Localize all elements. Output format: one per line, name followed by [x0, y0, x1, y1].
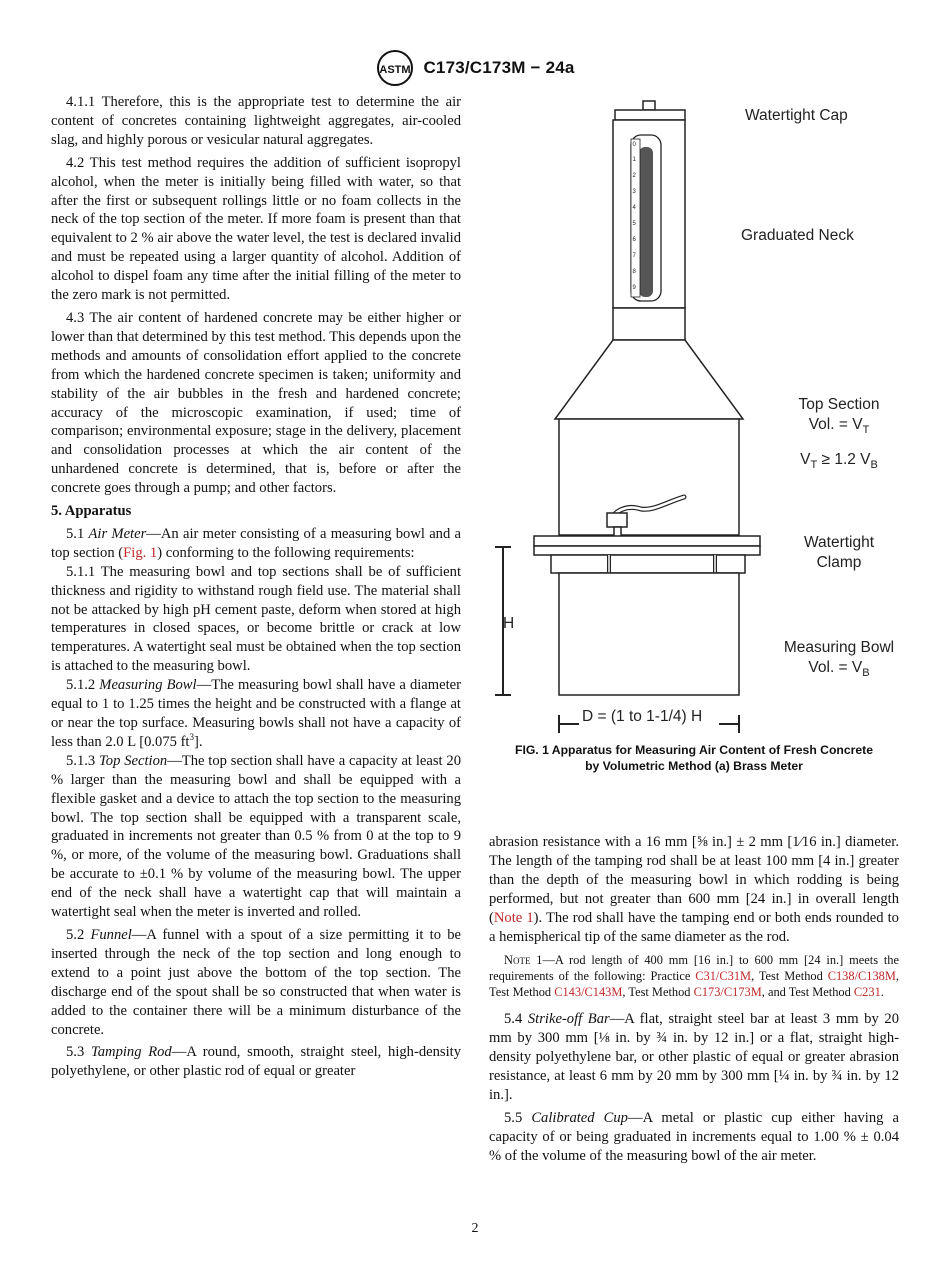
diameter-label: D = (1 to 1-1/4) H: [582, 708, 703, 725]
paragraph-5-1-1: 5.1.1 The measuring bowl and top sections shall be of sufficient thickness and rigidity to withstand rough field use. The material shall not be attacked by high pH cement paste, deform when stored at high temperatures in closed spaces, or become brittle or crack at low temperatures. A watertight seal must be obtained when the top section is attached to the measuring bowl.: [51, 563, 461, 675]
astm-logo: [375, 48, 415, 88]
para-text: ). The rod shall have the tamping end or both ends rounded to a hemispherical tip of the same diameter as the rod.: [489, 909, 899, 945]
label-top-volume: Vol. = $V_T$: [808, 416, 870, 436]
label-bowl-volume: Vol. = $V_B$: [808, 659, 870, 679]
astm-logo-text: ASTM: [379, 64, 412, 76]
para-num: 5.3: [66, 1044, 91, 1061]
note-label: Note: [504, 953, 531, 968]
paragraph-5-1: [51, 525, 461, 563]
neck-tube: [639, 147, 653, 297]
paragraph-5-2: [51, 926, 461, 1039]
label-graduated-neck: Graduated Neck: [741, 227, 854, 244]
para-text: —A round, smooth, straight steel, high-density polyethylene, or other plastic rod of equal or greater: [51, 1044, 461, 1080]
scale-mark: 8: [632, 269, 636, 275]
paragraph-5-3-continued: [489, 833, 899, 946]
height-label: H: [503, 615, 515, 632]
paragraph-4-1-1: 4.1.1 Therefore, this is the appropriate test to determine the air content of concretes containing lightweight aggregates, air-cooled slag, and highly porous or vesicular natural aggregates.: [51, 94, 461, 148]
paragraph-5-3: [51, 1043, 461, 1081]
figure-1-air-meter: [489, 93, 909, 733]
para-num: 5.5: [504, 1109, 532, 1126]
label-watertight: Watertight: [803, 534, 875, 551]
term-tamping-rod: Tamping Rod: [90, 1044, 172, 1061]
figure-caption: [489, 742, 899, 774]
link-c231[interactable]: C231: [853, 985, 881, 1000]
para-num: 5.4: [504, 1011, 528, 1028]
para-text: —A funnel with a spout of a size permitting it to be inserted through the neck of the top section and long enough to extend to a point just above the bottom of the top section. The discharge end of the spout shall be so constructed that when water is added to the container there will be a minimum disturbance of the concrete.: [51, 926, 462, 1038]
label-clamp: Clamp: [816, 554, 862, 571]
top-section-cone: [555, 340, 743, 419]
watertight-clamp-upper: [534, 536, 760, 546]
note-text: .: [880, 985, 884, 1000]
term-calibrated-cup: Calibrated Cup: [531, 1109, 628, 1126]
scale-mark: 7: [632, 253, 636, 259]
top-section-body: [559, 419, 739, 535]
scale-mark: 2: [632, 173, 636, 179]
label-top-ratio: $V_T \ge 1.2$ $V_B$: [800, 451, 878, 471]
link-c31[interactable]: C31/C31M: [695, 969, 752, 984]
para-num: 5.1.3: [66, 752, 100, 769]
note-1: [489, 952, 899, 1000]
left-column: [51, 93, 461, 1085]
para-num: 5.2: [66, 926, 91, 943]
paragraph-5-1-2: [51, 676, 461, 752]
term-air-meter: Air Meter: [88, 525, 147, 542]
watertight-clamp-lower: [534, 546, 760, 555]
document-designation: C173/C173M − 24a: [423, 58, 575, 77]
note-text: , and Test Method: [761, 985, 854, 1000]
link-c143[interactable]: C143/C143M: [554, 985, 623, 1000]
term-funnel: Funnel: [90, 926, 132, 943]
note-1-link[interactable]: Note 1: [493, 909, 534, 926]
paragraph-4-3: 4.3 The air content of hardened concrete may be either higher or lower than that determined by this test method. This depends upon the methods and amounts of consolidation effort applied to the concrete from which the hardened concrete specimen is taken; uniformity and stability of the air bubbles in the fresh and hardened concrete; accuracy of the microscopic examination, if used; time of comparison; environmental exposure; stage in the delivery, placement and consolidation processes at which the air content of the unhardened concrete is determined, that is, before or after the concrete goes through a pump; and other factors.: [51, 309, 461, 497]
term-top-section: Top Section: [99, 752, 168, 769]
label-measuring-bowl: Measuring Bowl: [783, 639, 895, 656]
petcock-valve: [607, 513, 627, 527]
scale-mark: 0: [632, 142, 636, 148]
para-text: ].: [193, 733, 203, 750]
right-column: [489, 833, 899, 1170]
para-text: —An air meter consisting of a measuring bowl and a top section (: [51, 525, 462, 561]
note-text: 1—A rod length of 400 mm [16 in.] to 600 mm [24 in.] meets the requirements of the following: Practice: [489, 953, 899, 984]
term-measuring-bowl: Measuring Bowl: [99, 677, 197, 694]
page-header: [0, 48, 950, 88]
scale-mark: 1: [632, 157, 636, 163]
measuring-bowl-shape: [559, 573, 739, 695]
link-c138[interactable]: C138/C138M: [827, 969, 896, 984]
para-num: 5.1: [66, 525, 89, 542]
link-c173[interactable]: C173/C173M: [693, 985, 762, 1000]
para-text: ) conforming to the following requirements:: [157, 544, 415, 561]
para-num: 5.1.2: [66, 677, 100, 694]
neck-collar: [613, 308, 685, 340]
page-number: 2: [471, 1221, 479, 1236]
para-text: —A flat, straight steel bar at least 3 mm by 20 mm by 300 mm [⅛ in. by ¾ in. by 12 in.] or a flat, straight high-density polyethylene bar, or other plastic of equal or greater abrasion resistance, at least 6 mm by 20 mm by 300 mm [¼ in. by ¾ in. by 12 in.].: [489, 1011, 899, 1104]
para-text: —The top section shall have a capacity at least 20 % larger than the measuring bowl and shall be equipped with a flexible gasket and a device to attach the top section to the measuring bowl. The top section shall be equipped with a transparent scale, graduated in increments not greater than 0.5 % from 0 at the top to 9 %, or more, of the volume of the measuring bowl. Graduations shall be accurate to ±0.1 % by volume of the measuring bowl. The upper end of the neck shall have a watertight cap that will maintain a watertight seal when the meter is inverted and rolled.: [51, 752, 461, 921]
para-text: —The measuring bowl shall have a diameter equal to 1 to 1.25 times the height and be constructed with a flange at or near the top surface. Measuring bowls shall not have a capacity of less than 2.0 L [0.075 ft: [51, 677, 462, 750]
note-text: , Test Method: [489, 969, 899, 1000]
note-text: , Test Method: [751, 969, 828, 984]
watertight-cap-shape: [615, 110, 685, 120]
para-text: —A metal or plastic cup either having a capacity of or being graduated in increments equal to 1.00 % ± 0.04 % of the volume of the measuring bowl of the air meter.: [489, 1109, 900, 1164]
section-heading-apparatus: 5. Apparatus: [51, 503, 132, 520]
scale-mark: 5: [632, 221, 636, 227]
paragraph-5-1-3: [51, 752, 461, 922]
label-watertight-cap: Watertight Cap: [745, 107, 848, 124]
scale-mark: 3: [632, 189, 636, 195]
term-strike-off-bar: Strike-off Bar: [527, 1011, 610, 1028]
label-top-section: Top Section: [798, 396, 880, 413]
caption-line-2: by Volumetric Method (a) Brass Meter: [585, 759, 803, 773]
scale-mark: 6: [632, 237, 636, 243]
scale-mark: 9: [632, 285, 636, 291]
fig-1-link[interactable]: Fig. 1: [123, 544, 158, 561]
cap-knob: [643, 101, 655, 110]
para-text: abrasion resistance with a 16 mm [⅝ in.] ± 2 mm [1⁄16 in.] diameter. The length of the tamping rod shall be at least 100 mm [4 in.] greater than the depth of the measuring bowl in which rodding is being performed, but not greater than 600 mm [24 in.] in overall length (: [489, 834, 899, 926]
scale-mark: 4: [632, 205, 636, 211]
paragraph-5-4: [489, 1010, 899, 1105]
caption-line-1: FIG. 1 Apparatus for Measuring Air Content of Fresh Concrete: [515, 743, 873, 757]
note-text: , Test Method: [622, 985, 694, 1000]
paragraph-4-2: 4.2 This test method requires the addition of sufficient isopropyl alcohol, when the meter is initially being filled with water, so that after the first or subsequent rollings little or no foam collects in the neck of the top section of the meter. If more foam is present than that equivalent to 2 % air above the water level, the test is declared invalid and must be repeated using a larger quantity of alcohol. Addition of alcohol to dispel foam any time after the initial filling of the meter to the zero mark is not permitted.: [51, 154, 461, 304]
superscript-3: 3: [189, 732, 194, 743]
paragraph-5-5: [489, 1109, 899, 1166]
